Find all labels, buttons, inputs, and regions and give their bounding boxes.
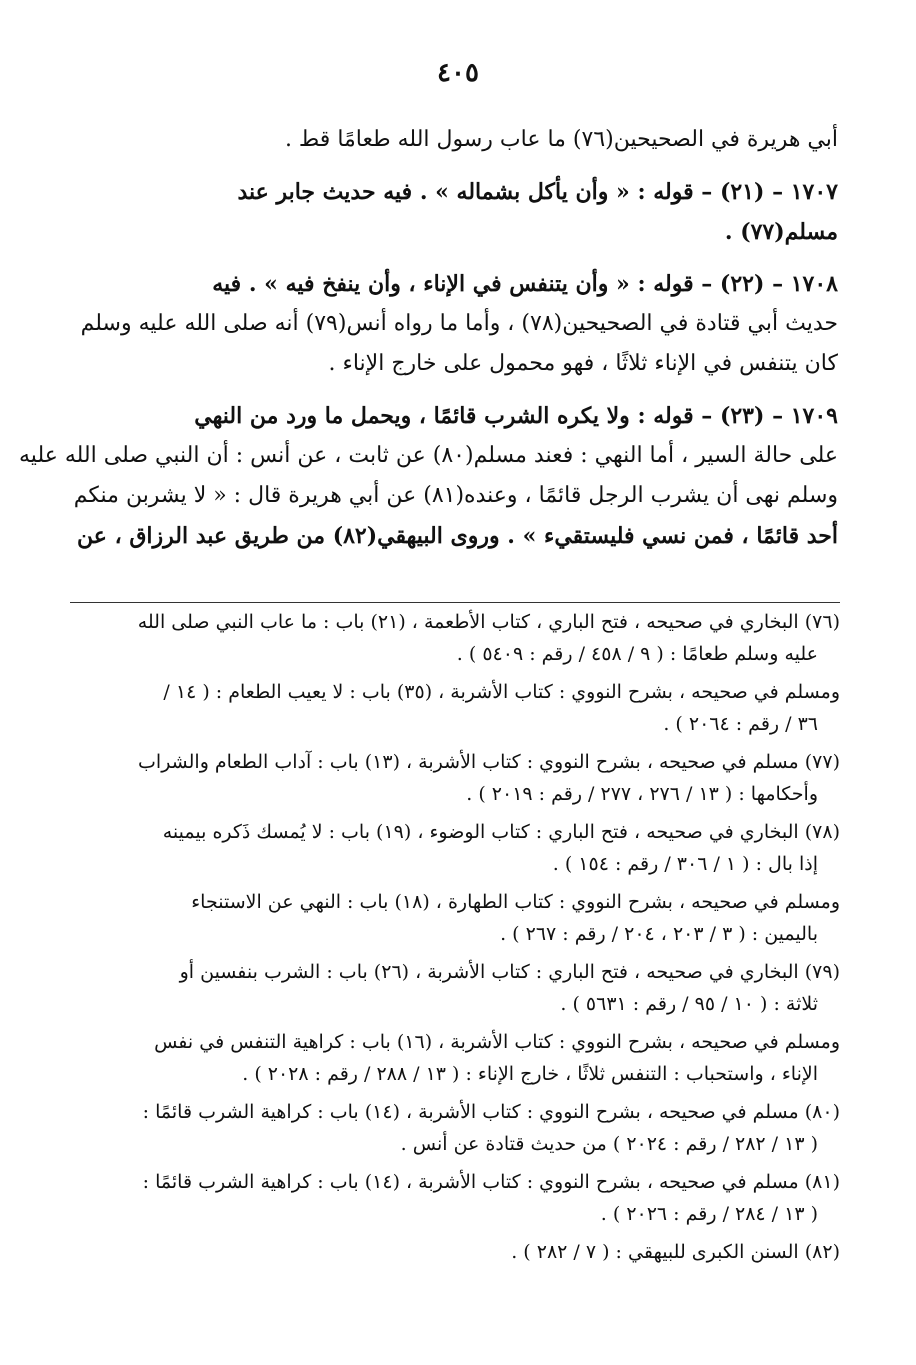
footnote-81 <box>70 1166 840 1230</box>
text-line: أحد قائمًا ، فمن نسي فليستقيء » . وروى البيهقي(٨٢) من طريق عبد الرزاق ، عن <box>77 523 838 549</box>
text-line: أبي هريرة في الصحيحين(٧٦) ما عاب رسول الله طعامًا قط . <box>284 127 838 152</box>
footnote-77 <box>70 746 840 810</box>
footnote-80 <box>70 1096 840 1160</box>
footnote-79b <box>70 1026 840 1090</box>
text-line: على حالة السير ، أما النهي : فعند مسلم(٨٠) عن ثابت ، عن أنس : أن النبي صلى الله عليه <box>19 443 838 468</box>
footnote-line: (٧٩) البخاري في صحيحه ، فتح الباري : كتاب الأشربة ، (٢٦) باب : الشرب بنفسين أو <box>179 961 840 983</box>
footnote-76 <box>70 606 840 670</box>
text-line: ١٧٠٨ – (٢٢) – قوله : « وأن يتنفس في الإناء ، وأن ينفخ فيه » . فيه <box>212 271 838 297</box>
footnote-79 <box>70 956 840 1020</box>
footnote-line: ٣٦ / رقم : ٢٠٦٤ ) . <box>663 713 818 735</box>
footnote-line: وأحكامها : ( ١٣ / ٢٧٦ ، ٢٧٧ / رقم : ٢٠١٩ ) . <box>466 783 818 805</box>
footnote-line: (٧٧) مسلم في صحيحه ، بشرح النووي : كتاب الأشربة ، (١٣) باب : آداب الطعام والشراب <box>138 751 840 773</box>
footnote-78b <box>70 886 840 950</box>
footnote-78 <box>70 816 840 880</box>
footnote-line: (٧٦) البخاري في صحيحه ، فتح الباري ، كتاب الأطعمة ، (٢١) باب : ما عاب النبي صلى الله <box>137 611 840 633</box>
footnote-line: ( ١٣ / ٢٨٤ / رقم : ٢٠٢٦ ) . <box>600 1203 818 1225</box>
text-line: ١٧٠٩ – (٢٣) – قوله : ولا يكره الشرب قائمًا ، ويحمل ما ورد من النهي <box>194 403 838 429</box>
footnote-line: إذا بال : ( ١ / ٣٠٦ / رقم : ١٥٤ ) . <box>552 853 818 875</box>
footnote-76b <box>70 676 840 740</box>
text-line: ١٧٠٧ – (٢١) – قوله : « وأن يأكل بشماله » . فيه حديث جابر عند <box>237 179 838 205</box>
footnote-line: ثلاثة : ( ١٠ / ٩٥ / رقم : ٥٦٣١ ) . <box>560 993 818 1015</box>
footnote-line: (٧٨) البخاري في صحيحه ، فتح الباري : كتاب الوضوء ، (١٩) باب : لا يُمسك ذَكره بيمينه <box>162 821 840 843</box>
footnote-line: (٨٠) مسلم في صحيحه ، بشرح النووي : كتاب الأشربة ، (١٤) باب : كراهية الشرب قائمًا : <box>142 1101 840 1123</box>
footnote-line: باليمين : ( ٣ / ٢٠٣ ، ٢٠٤ / رقم : ٢٦٧ ) . <box>500 923 818 945</box>
main-text <box>19 120 838 568</box>
footnote-separator <box>70 602 840 603</box>
footnote-line: ومسلم في صحيحه ، بشرح النووي : كتاب الأشربة ، (٣٥) باب : لا يعيب الطعام : ( ١٤ / <box>163 681 840 703</box>
text-line: حديث أبي قتادة في الصحيحين(٧٨) ، وأما ما رواه أنس(٧٩) أنه صلى الله عليه وسلم <box>80 311 838 336</box>
footnote-line: الإناء ، واستحباب : التنفس ثلاثًا ، خارج الإناء : ( ١٣ / ٢٨٨ / رقم : ٢٠٢٨ ) . <box>242 1063 818 1085</box>
footnote-line: (٨٢) السنن الكبرى للبيهقي : ( ٧ / ٢٨٢ ) . <box>511 1241 840 1263</box>
footnote-line: عليه وسلم طعامًا : ( ٩ / ٤٥٨ / رقم : ٥٤٠٩ ) . <box>456 643 818 665</box>
footnote-line: ومسلم في صحيحه ، بشرح النووي : كتاب الطهارة ، (١٨) باب : النهي عن الاستنجاء <box>191 891 840 913</box>
text-line: كان يتنفس في الإناء ثلاثًا ، فهو محمول على خارج الإناء . <box>328 351 838 376</box>
text-line: مسلم(٧٧) . <box>724 219 838 245</box>
page-number: ٤٠٥ <box>437 58 479 88</box>
footnote-82 <box>70 1236 840 1268</box>
footnote-line: (٨١) مسلم في صحيحه ، بشرح النووي : كتاب الأشربة ، (١٤) باب : كراهية الشرب قائمًا : <box>142 1171 840 1193</box>
footnotes <box>70 606 840 1274</box>
paragraph-1709 <box>19 396 838 556</box>
paragraph-0 <box>70 120 838 160</box>
paragraph-1708 <box>70 264 838 384</box>
text-line: وسلم نهى أن يشرب الرجل قائمًا ، وعنده(٨١) عن أبي هريرة قال : « لا يشربن منكم <box>73 483 838 508</box>
paragraph-1707 <box>70 172 838 252</box>
footnote-line: ( ١٣ / ٢٨٢ / رقم : ٢٠٢٤ ) من حديث قتادة عن أنس . <box>400 1133 818 1155</box>
footnote-line: ومسلم في صحيحه ، بشرح النووي : كتاب الأشربة ، (١٦) باب : كراهية التنفس في نفس <box>154 1031 840 1053</box>
